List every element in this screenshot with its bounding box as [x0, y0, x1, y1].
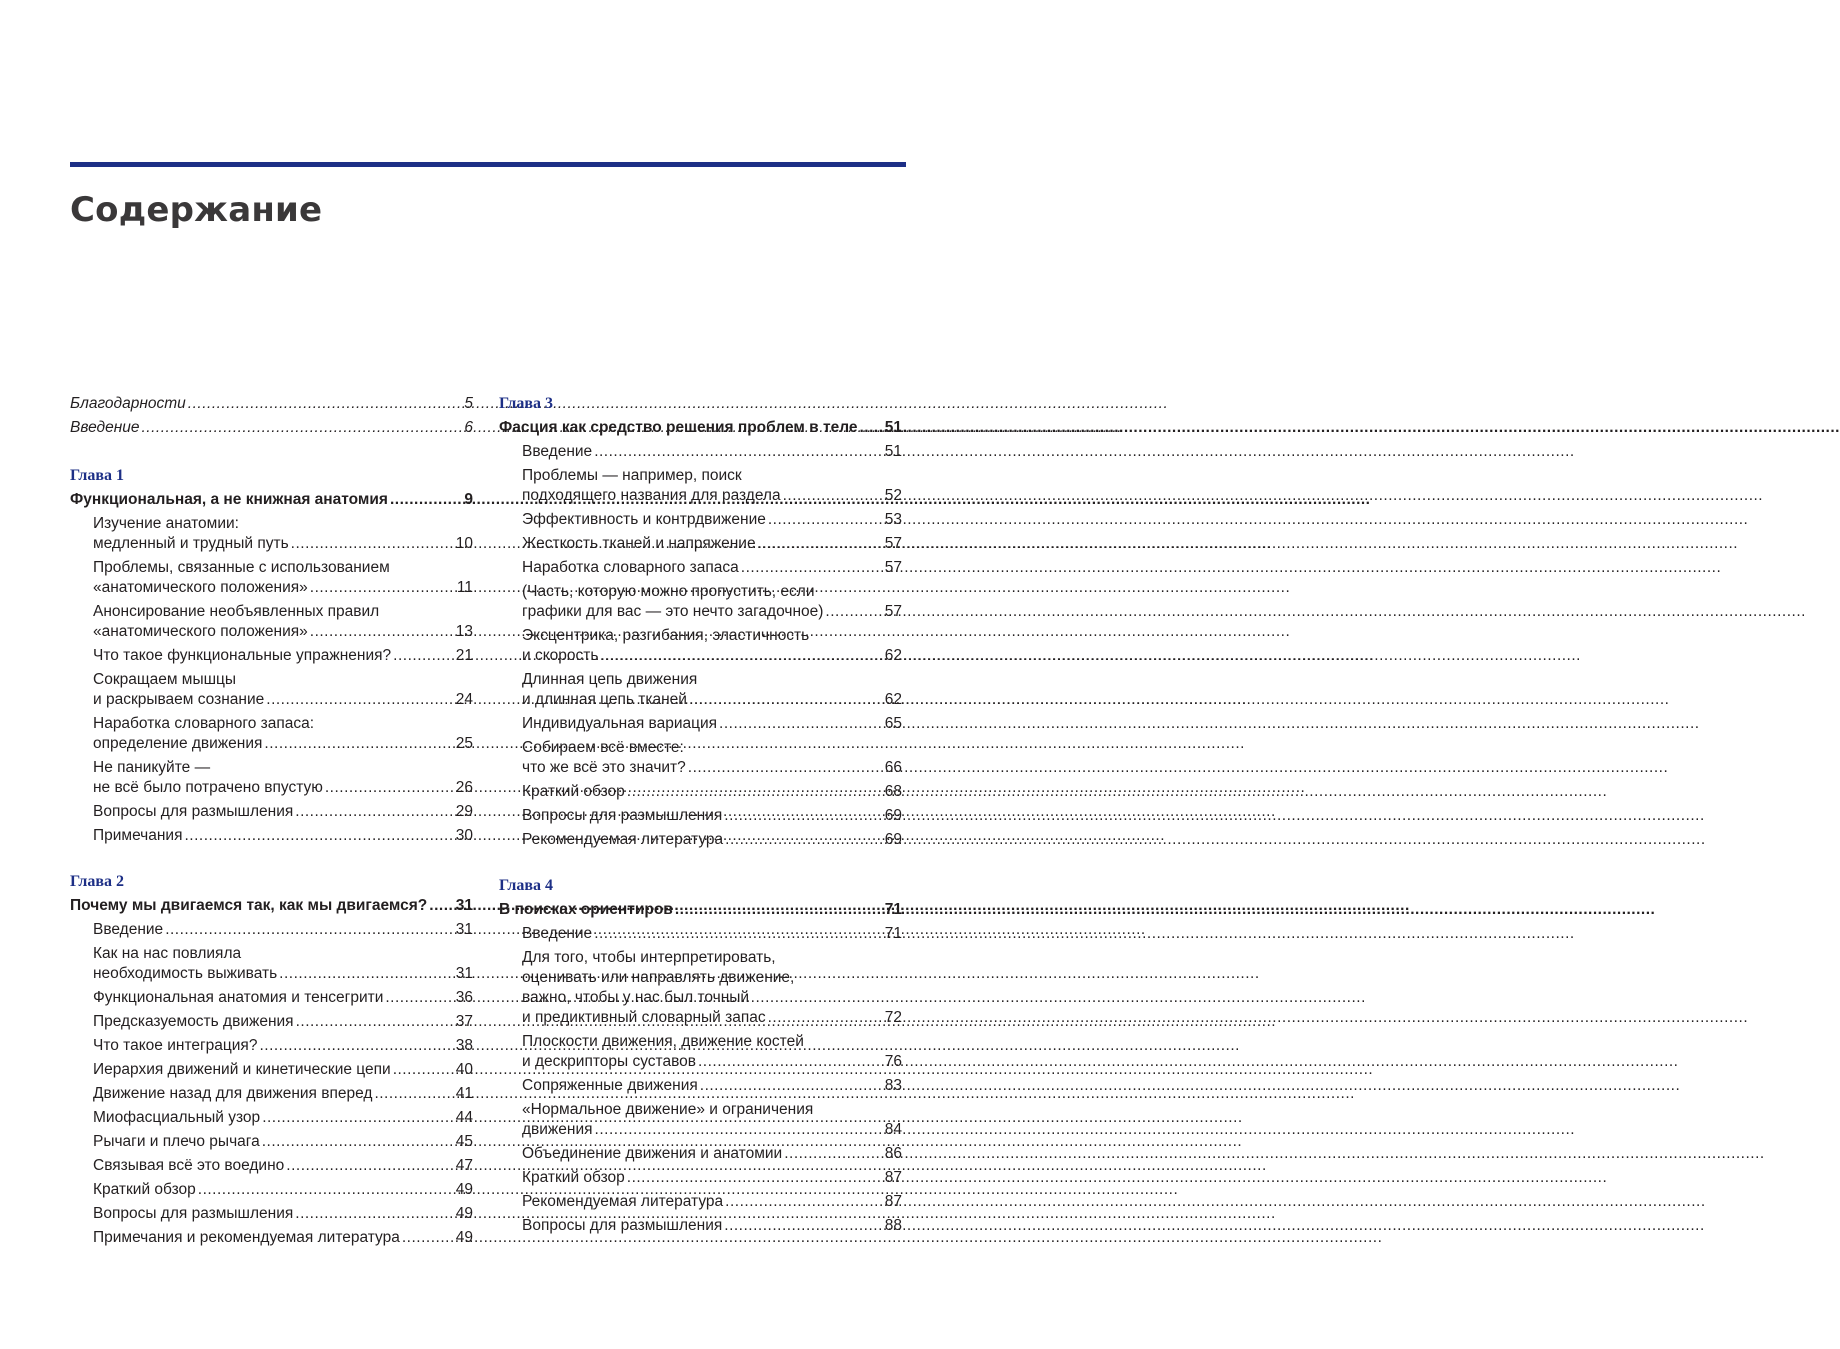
entry-last-line: [522, 690, 902, 710]
entry-page: 62: [884, 691, 902, 708]
entry-page: 52: [884, 487, 902, 504]
entry-page: 47: [455, 1157, 473, 1174]
leader-dots: [198, 1180, 454, 1200]
entry-title-line: Анонсирование необъявленных правил: [93, 603, 380, 620]
chapter-title: Функциональная, а не книжная анатомия: [70, 491, 388, 508]
toc-entry[interactable]: [522, 1144, 902, 1164]
toc-front-entry[interactable]: [70, 418, 473, 438]
toc-entry[interactable]: [93, 558, 473, 598]
entry-title: Введение: [522, 443, 593, 460]
entry-page: 49: [455, 1205, 473, 1222]
toc-entry[interactable]: [522, 466, 902, 506]
entry-last-line: [522, 1008, 902, 1028]
entry-page: 65: [884, 715, 902, 732]
leader-dots: [188, 394, 463, 414]
leader-dots: [393, 646, 454, 666]
entry-last-line: [522, 646, 902, 666]
toc-entry[interactable]: [93, 1156, 473, 1176]
toc-entry[interactable]: [522, 1216, 902, 1236]
toc-entry[interactable]: [93, 1228, 473, 1248]
entry-title: Иерархия движений и кинетические цепи: [93, 1061, 391, 1078]
toc-entry[interactable]: [93, 920, 473, 940]
chapter-block: [70, 872, 473, 1248]
leader-dots: [698, 1052, 883, 1072]
leader-dots: [262, 1132, 454, 1152]
entry-page: 37: [455, 1013, 473, 1030]
leader-dots: [724, 806, 882, 826]
leader-dots: [185, 826, 454, 846]
entry-title-line: Наработка словарного запаса:: [93, 715, 315, 732]
entry-title: Введение: [93, 921, 164, 938]
entry-title: Вопросы для размышления: [522, 1217, 723, 1234]
leader-dots: [719, 714, 883, 734]
toc-entry[interactable]: [522, 582, 902, 622]
entry-last-line: [93, 1084, 473, 1104]
entry-title: движения: [522, 1121, 593, 1138]
leader-dots: [741, 558, 883, 578]
entry-last-line: [93, 1228, 473, 1248]
entry-last-line: [522, 558, 902, 578]
toc-entry[interactable]: [93, 602, 473, 642]
leader-dots: [758, 534, 883, 554]
entry-page: 30: [455, 827, 473, 844]
leader-dots: [385, 988, 453, 1008]
chapter-label: Глава 1: [70, 467, 124, 484]
entry-page: 49: [455, 1181, 473, 1198]
toc-entry[interactable]: [93, 1012, 473, 1032]
entry-title-line: (Часть, которую можно пропустить, если: [522, 583, 815, 600]
entry-page: 69: [884, 831, 902, 848]
chapter-block: [499, 876, 902, 1236]
entry-page: 62: [884, 647, 902, 664]
entry-page: 44: [455, 1109, 473, 1126]
entry-last-line: [93, 690, 473, 710]
leader-dots: [689, 690, 883, 710]
entry-last-line: [522, 830, 902, 850]
chapter-page: 9: [464, 491, 473, 508]
toc-entry[interactable]: [522, 442, 902, 462]
leader-dots: [594, 442, 883, 462]
leader-dots: [724, 1216, 882, 1236]
entry-title: Краткий обзор: [522, 1169, 625, 1186]
leader-dots: [859, 418, 882, 438]
entry-last-line: [93, 646, 473, 666]
toc-entry[interactable]: [93, 714, 473, 754]
entry-last-line: [93, 964, 473, 984]
toc-entry[interactable]: [93, 1108, 473, 1128]
entry-title: Движение назад для движения вперед: [93, 1085, 373, 1102]
toc-entry[interactable]: [522, 1100, 902, 1140]
entry-title: Вопросы для размышления: [93, 1205, 294, 1222]
leader-dots: [291, 534, 454, 554]
entry-last-line: [93, 1108, 473, 1128]
entry-page: 84: [884, 1121, 902, 1138]
entry-title: «анатомического положения»: [93, 623, 308, 640]
entry-last-line: [522, 758, 902, 778]
entry-title: и дескрипторы суставов: [522, 1053, 696, 1070]
leader-dots: [310, 622, 454, 642]
entry-title-line: «Нормальное движение» и ограничения: [522, 1101, 814, 1118]
entry-page: 6: [464, 419, 473, 436]
chapter-block: [70, 466, 473, 846]
entry-last-line: [522, 1076, 902, 1096]
leader-dots: [259, 1036, 453, 1056]
entry-page: 83: [884, 1077, 902, 1094]
entry-last-line: [93, 734, 473, 754]
toc-entry[interactable]: [522, 924, 902, 944]
entry-title: Рекомендуемая литература: [522, 1193, 724, 1210]
leader-dots: [725, 1192, 883, 1212]
entry-title: графики для вас — это нечто загадочное): [522, 603, 824, 620]
entry-page: 49: [455, 1229, 473, 1246]
entry-page: 10: [455, 535, 473, 552]
entry-title: Введение: [522, 925, 593, 942]
leader-dots: [600, 646, 882, 666]
entry-last-line: [522, 442, 902, 462]
toc-entry[interactable]: [522, 1192, 902, 1212]
entry-last-line: [522, 1144, 902, 1164]
entry-title: Примечания: [93, 827, 183, 844]
entry-title: не всё было потрачено впустую: [93, 779, 323, 796]
entry-page: 36: [455, 989, 473, 1006]
toc-entry[interactable]: [93, 670, 473, 710]
chapters-right: [499, 394, 902, 1236]
toc-entry[interactable]: [93, 1204, 473, 1224]
toc-column-right: [499, 394, 902, 1240]
entry-title: и скорость: [522, 647, 599, 664]
leader-dots: [402, 1228, 454, 1248]
entry-last-line: [93, 578, 473, 598]
entry-title: Краткий обзор: [93, 1181, 196, 1198]
entry-page: 21: [455, 647, 473, 664]
toc-front-entry[interactable]: [70, 394, 473, 414]
leader-dots: [393, 1060, 454, 1080]
toc-entry[interactable]: [522, 830, 902, 850]
entry-last-line: [93, 1156, 473, 1176]
toc-entry[interactable]: [522, 1032, 902, 1072]
entry-title: Объединение движения и анатомии: [522, 1145, 783, 1162]
leader-dots: [310, 578, 455, 598]
entry-title-line: Не паникуйте —: [93, 759, 211, 776]
toc-entry[interactable]: [522, 670, 902, 710]
toc-entry[interactable]: [93, 514, 473, 554]
leader-dots: [783, 486, 883, 506]
toc-entry[interactable]: [522, 948, 902, 1028]
entry-last-line: [93, 622, 473, 642]
entry-title: Введение: [70, 419, 140, 436]
entry-title: Эффективность и контрдвижение: [522, 511, 766, 528]
entry-title: Сопряженные движения: [522, 1077, 698, 1094]
entry-title: Рекомендуемая литература: [522, 831, 724, 848]
entry-title: необходимость выживать: [93, 965, 278, 982]
leader-dots: [325, 778, 454, 798]
entry-title-line: Собираем всё вместе:: [522, 739, 684, 756]
entry-title: Миофасциальный узор: [93, 1109, 261, 1126]
entry-title-line: Эксцентрика, разгибания, эластичность: [522, 627, 810, 644]
entry-last-line: [93, 802, 473, 822]
entry-last-line: [522, 1216, 902, 1236]
leader-dots: [768, 1008, 883, 1028]
entry-page: 71: [884, 925, 902, 942]
chapter-title: Почему мы двигаемся так, как мы двигаемся?: [70, 897, 428, 914]
entry-title-line: важно, чтобы у нас был точный: [522, 989, 750, 1006]
toc-entry[interactable]: [93, 802, 473, 822]
entry-last-line: [93, 1204, 473, 1224]
leader-dots: [295, 1204, 453, 1224]
entry-page: 86: [884, 1145, 902, 1162]
entry-page: 31: [455, 965, 473, 982]
toc-entry[interactable]: [522, 558, 902, 578]
entry-title: и длинная цепь тканей: [522, 691, 687, 708]
entry-page: 72: [884, 1009, 902, 1026]
toc-entry[interactable]: [522, 738, 902, 778]
leader-dots: [784, 1144, 883, 1164]
entry-page: 76: [884, 1053, 902, 1070]
toc-entry[interactable]: [93, 1060, 473, 1080]
leader-dots: [429, 896, 453, 916]
entry-last-line: [522, 510, 902, 530]
entry-title-line: Проблемы, связанные с использованием: [93, 559, 390, 576]
leader-dots: [390, 490, 462, 510]
toc-entry[interactable]: [93, 646, 473, 666]
leader-dots: [825, 602, 882, 622]
entry-last-line: [522, 1192, 902, 1212]
entry-last-line: [522, 1168, 902, 1188]
toc-entry[interactable]: [522, 510, 902, 530]
entry-page: 24: [455, 691, 473, 708]
toc-entry[interactable]: [93, 826, 473, 846]
entry-page: 68: [884, 783, 902, 800]
entry-last-line: [522, 1052, 902, 1072]
toc-entry[interactable]: [522, 782, 902, 802]
chapters-left: [70, 466, 473, 1248]
leader-dots: [627, 1168, 883, 1188]
entry-page: 40: [455, 1061, 473, 1078]
chapter-title-entry[interactable]: [499, 418, 902, 438]
entry-page: 57: [884, 603, 902, 620]
entry-title: определение движения: [93, 735, 263, 752]
entry-title-line: Плоскости движения, движение костей: [522, 1033, 804, 1050]
chapter-title-entry[interactable]: [499, 900, 902, 920]
leader-dots: [165, 920, 454, 940]
entry-last-line: [93, 1036, 473, 1056]
entry-title: Функциональная анатомия и тенсегрити: [93, 989, 384, 1006]
toc-entry[interactable]: [522, 806, 902, 826]
chapter-block: [499, 394, 902, 850]
entry-page: 87: [884, 1193, 902, 1210]
entry-page: 51: [884, 443, 902, 460]
toc-column-left: [70, 394, 473, 1252]
entry-last-line: [93, 1180, 473, 1200]
header-rule: [70, 162, 906, 167]
entry-page: 69: [884, 807, 902, 824]
entry-title: Связывая всё это воедино: [93, 1157, 285, 1174]
entry-title-line: Как на нас повлияла: [93, 945, 242, 962]
entry-page: 11: [456, 579, 473, 596]
leader-dots: [725, 830, 883, 850]
chapter-title: В поисках ориентиров: [499, 901, 673, 918]
entry-page: 41: [455, 1085, 473, 1102]
toc-entry[interactable]: [522, 626, 902, 666]
leader-dots: [688, 758, 883, 778]
entry-page: 29: [455, 803, 473, 820]
entry-page: 26: [455, 779, 473, 796]
entry-title: Что такое функциональные упражнения?: [93, 647, 392, 664]
entry-last-line: [93, 988, 473, 1008]
entry-title: Индивидуальная вариация: [522, 715, 718, 732]
entry-title-line: Длинная цепь движения: [522, 671, 698, 688]
leader-dots: [286, 1156, 453, 1176]
entry-title: и раскрываем сознание: [93, 691, 265, 708]
entry-title: Благодарности: [70, 395, 186, 412]
entry-last-line: [522, 806, 902, 826]
entry-page: 66: [884, 759, 902, 776]
entry-page: 25: [455, 735, 473, 752]
entry-title: подходящего названия для раздела: [522, 487, 781, 504]
chapter-title: Фасция как средство решения проблем в теле: [499, 419, 858, 436]
leader-dots: [595, 1120, 883, 1140]
leader-dots: [279, 964, 454, 984]
entry-page: 53: [884, 511, 902, 528]
entry-last-line: [522, 1120, 902, 1140]
toc-entry[interactable]: [522, 534, 902, 554]
toc-entry[interactable]: [93, 1084, 473, 1104]
leader-dots: [594, 924, 883, 944]
entry-title-line: Для того, чтобы интерпретировать,: [522, 949, 776, 966]
chapter-label: Глава 3: [499, 395, 553, 412]
leader-dots: [142, 418, 463, 438]
entry-page: 88: [884, 1217, 902, 1234]
toc-entry[interactable]: [522, 1168, 902, 1188]
entry-last-line: [522, 486, 902, 506]
entry-page: 57: [884, 559, 902, 576]
toc-entry[interactable]: [93, 944, 473, 984]
toc-entry[interactable]: [522, 1076, 902, 1096]
entry-last-line: [93, 920, 473, 940]
entry-title: «анатомического положения»: [93, 579, 308, 596]
entry-title: Краткий обзор: [522, 783, 625, 800]
entry-title: Примечания и рекомендуемая литература: [93, 1229, 400, 1246]
entry-title-line: оценивать или направлять движение,: [522, 969, 795, 986]
chapter-page: 51: [884, 419, 902, 436]
entry-title: Жесткость тканей и напряжение: [522, 535, 756, 552]
toc-entry[interactable]: [522, 714, 902, 734]
leader-dots: [627, 782, 883, 802]
toc-entry[interactable]: [93, 1036, 473, 1056]
entry-last-line: [522, 782, 902, 802]
entry-page: 57: [884, 535, 902, 552]
entry-last-line: [522, 924, 902, 944]
toc-entry[interactable]: [93, 1132, 473, 1152]
leader-dots: [675, 900, 883, 920]
page-title: Содержание: [70, 190, 323, 230]
toc-entry[interactable]: [93, 1180, 473, 1200]
entry-last-line: [93, 534, 473, 554]
entry-title: Вопросы для размышления: [522, 807, 723, 824]
leader-dots: [768, 510, 883, 530]
entry-last-line: [93, 826, 473, 846]
leader-dots: [264, 734, 453, 754]
entry-page: 31: [455, 921, 473, 938]
leader-dots: [374, 1084, 453, 1104]
chapter-label: Глава 4: [499, 877, 553, 894]
entry-title-line: Проблемы — например, поиск: [522, 467, 742, 484]
entry-title: и предиктивный словарный запас: [522, 1009, 766, 1026]
entry-title: что же всё это значит?: [522, 759, 686, 776]
entry-title: медленный и трудный путь: [93, 535, 289, 552]
chapter-title-entry[interactable]: [70, 490, 473, 510]
chapter-label: Глава 2: [70, 873, 124, 890]
leader-dots: [296, 1012, 454, 1032]
entry-page: 13: [455, 623, 473, 640]
entry-title-line: Изучение анатомии:: [93, 515, 239, 532]
leader-dots: [295, 802, 453, 822]
leader-dots: [262, 1108, 454, 1128]
entry-last-line: [522, 714, 902, 734]
entry-title: Что такое интеграция?: [93, 1037, 258, 1054]
entry-last-line: [93, 1012, 473, 1032]
entry-page: 87: [884, 1169, 902, 1186]
entry-title-line: Сокращаем мышцы: [93, 671, 237, 688]
leader-dots: [266, 690, 453, 710]
chapter-page: 31: [455, 897, 473, 914]
entry-page: 45: [455, 1133, 473, 1150]
entry-last-line: [522, 534, 902, 554]
entry-page: 38: [455, 1037, 473, 1054]
entry-last-line: [93, 778, 473, 798]
entry-last-line: [93, 1132, 473, 1152]
chapter-page: 71: [884, 901, 902, 918]
entry-title: Предсказуемость движения: [93, 1013, 294, 1030]
entry-last-line: [93, 1060, 473, 1080]
leader-dots: [700, 1076, 883, 1096]
toc-entry[interactable]: [93, 988, 473, 1008]
entry-title: Наработка словарного запаса: [522, 559, 739, 576]
entry-title: Рычаги и плечо рычага: [93, 1133, 260, 1150]
front-matter: [70, 394, 473, 438]
toc-entry[interactable]: [93, 758, 473, 798]
entry-last-line: [522, 602, 902, 622]
chapter-title-entry[interactable]: [70, 896, 473, 916]
entry-page: 5: [464, 395, 473, 412]
entry-title: Вопросы для размышления: [93, 803, 294, 820]
